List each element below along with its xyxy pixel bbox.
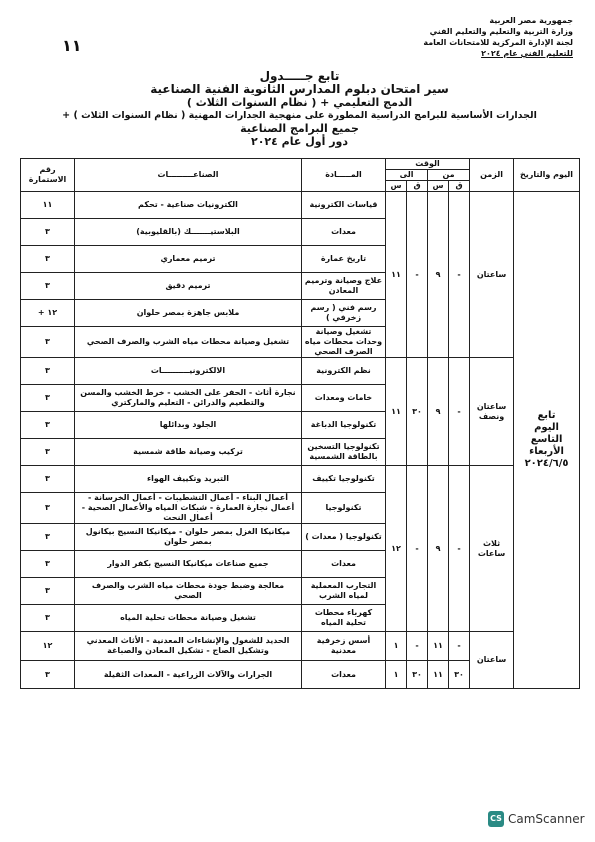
subject-cell: التجارب المعملية لمياه الشرب — [302, 578, 386, 605]
subject-cell: كهرباء محطات تحلية المياه — [302, 605, 386, 632]
subject-cell: تكنولوجيا التسخين بالطاقة الشمسية — [302, 439, 386, 466]
form-cell: ٣ — [21, 358, 75, 385]
header-line-1: جمهورية مصر العربية — [489, 16, 573, 25]
industry-cell: الالكترونيــــــــــات — [75, 358, 302, 385]
industry-cell: التبريد وتكييف الهواء — [75, 466, 302, 493]
from-minute-cell: - — [449, 632, 470, 661]
from-hour-cell: ٩ — [428, 358, 449, 466]
form-cell: ٣ — [21, 412, 75, 439]
industry-cell: ميكانيكا الغزل بمصر حلوان - ميكانيكا النسيج بيكانول بمصر حلوان — [75, 524, 302, 551]
title-line-5: جميع البرامج الصناعية — [240, 122, 359, 135]
col-header-to-hour: س — [386, 181, 407, 192]
form-cell: ٣ — [21, 466, 75, 493]
subject-cell: نظم الكترونية — [302, 358, 386, 385]
col-header-duration: الزمن — [470, 159, 514, 192]
form-cell: ٣ — [21, 327, 75, 358]
subject-cell: تكنولوجيا ( معدات ) — [302, 524, 386, 551]
title-line-6: دور أول عام ٢٠٢٤ — [250, 135, 349, 148]
table-row — [21, 466, 580, 493]
title-block — [20, 70, 579, 148]
title-line-4: + الجدارات الأساسية للبرامج الدراسية المطورة على منهجية الجدارات المهنية ( نظام السنوات الثلاث ) — [62, 110, 537, 121]
industry-cell: الجرارات والآلات الزراعية - المعدات الثقيلة — [75, 661, 302, 689]
table-row — [21, 192, 580, 219]
duration-cell: ساعتان — [470, 632, 514, 689]
from-minute-cell: - — [449, 466, 470, 632]
header-line-2: وزارة التربية والتعليم والتعليم الفني — [429, 27, 573, 36]
to-hour-cell: ١٢ — [386, 466, 407, 632]
title-line-3: ( نظام السنوات الثلاث ) + الدمج التعليمي — [186, 96, 413, 109]
form-cell: ٣ — [21, 439, 75, 466]
from-hour-cell: ١١ — [428, 661, 449, 689]
industry-cell: معالجة وضبط جودة محطات مياه الشرب والصرف الصحي — [75, 578, 302, 605]
subject-cell: تكنولوجيا الدباغة — [302, 412, 386, 439]
duration-cell: ساعتان ونصف — [470, 358, 514, 466]
subject-cell: تكنولوجيا — [302, 493, 386, 524]
industry-cell: ترميم معماري — [75, 246, 302, 273]
col-header-from-minute: ق — [449, 181, 470, 192]
industry-cell: تركيب وصيانة طاقة شمسية — [75, 439, 302, 466]
col-header-day: اليوم والتاريخ — [514, 159, 580, 192]
industry-cell: ملابس جاهزة بمصر حلوان — [75, 300, 302, 327]
subject-cell: رسم فني ( رسم زخرفي ) — [302, 300, 386, 327]
col-header-to-minute: ق — [407, 181, 428, 192]
from-minute-cell: - — [449, 358, 470, 466]
industry-cell: ترميم دقيق — [75, 273, 302, 300]
camscanner-watermark: CamScanner — [508, 812, 585, 826]
form-cell: ٣ — [21, 219, 75, 246]
schedule-table — [20, 158, 580, 689]
title-line-2: سير امتحان دبلوم المدارس الثانوية الفنية الصناعية — [150, 82, 449, 96]
header-block — [373, 15, 573, 59]
col-header-subject: المـــــادة — [302, 159, 386, 192]
col-header-time: الوقت — [386, 159, 470, 170]
col-header-industries: الصناعـــــــــات — [75, 159, 302, 192]
industry-cell: تشغيل وصيانة محطات مياه الشرب والصرف الصحي — [75, 327, 302, 358]
from-hour-cell: ١١ — [428, 632, 449, 661]
form-cell: ٣ — [21, 524, 75, 551]
form-cell: ٣ — [21, 246, 75, 273]
camscanner-logo-icon: CS — [488, 811, 504, 827]
industry-cell: الحديد للشغول والإنشاءات المعدنية - الأثاث المعدني وتشكيل الصاج - تشكيل المعادن والصباغة — [75, 632, 302, 661]
subject-cell: علاج وصيانة وترميم المعادن — [302, 273, 386, 300]
subject-cell: معدات — [302, 661, 386, 689]
to-hour-cell: ١ — [386, 632, 407, 661]
col-header-to: الى — [386, 170, 428, 181]
form-cell: ١١ — [21, 192, 75, 219]
to-minute-cell: - — [407, 632, 428, 661]
industry-cell: البلاستيـــــــك (بالقليوبية) — [75, 219, 302, 246]
from-minute-cell: - — [449, 192, 470, 358]
form-cell: ١٢ — [21, 632, 75, 661]
subject-cell: تشغيل وصيانة وحدات محطات مياه الصرف الصحي — [302, 327, 386, 358]
form-cell: ٣ — [21, 605, 75, 632]
header-line-4: للتعليم الفني عام ٢٠٢٤ — [481, 49, 573, 58]
industry-cell: نجارة أثاث - الحفر على الخشب - خرط الخشب والمسن والتطعيم والدرائن - التعليم والماركتري — [75, 385, 302, 412]
table-row — [21, 632, 580, 661]
form-cell: ٣ — [21, 551, 75, 578]
form-cell: ٣ — [21, 273, 75, 300]
industry-cell: تشغيل وصيانة محطات تحلية المياه — [75, 605, 302, 632]
subject-cell: معدات — [302, 219, 386, 246]
industry-cell: الكترونيات صناعية - تحكم — [75, 192, 302, 219]
industry-cell: الجلود وبدائلها — [75, 412, 302, 439]
to-minute-cell: ٣٠ — [407, 661, 428, 689]
from-hour-cell: ٩ — [428, 466, 449, 632]
subject-cell: قياسات الكترونية — [302, 192, 386, 219]
to-hour-cell: ١١ — [386, 358, 407, 466]
table-row — [21, 358, 580, 385]
form-cell: ٣ — [21, 385, 75, 412]
to-minute-cell: ٣٠ — [407, 358, 428, 466]
form-cell: ١٢ + — [21, 300, 75, 327]
industry-cell: أعمال البناء - أعمال التشطيبات - أعمال الخرسانة - أعمال نجارة العمارة - شبكات المياه والأعمال الصحية - أعمال النحت — [75, 493, 302, 524]
to-minute-cell: - — [407, 466, 428, 632]
industry-cell: جميع صناعات ميكانيكا النسيج بكفر الدوار — [75, 551, 302, 578]
from-hour-cell: ٩ — [428, 192, 449, 358]
page-number: ١١ — [62, 36, 82, 55]
col-header-from: من — [428, 170, 470, 181]
duration-cell: ساعتان — [470, 192, 514, 358]
day-cell: تابع اليوم التاسع الأربعاء ٢٠٢٤/٦/٥ — [514, 192, 580, 689]
form-cell: ٣ — [21, 493, 75, 524]
to-hour-cell: ١١ — [386, 192, 407, 358]
col-header-form: رقم الاستمارة — [21, 159, 75, 192]
subject-cell: معدات — [302, 551, 386, 578]
from-minute-cell: ٣٠ — [449, 661, 470, 689]
form-cell: ٣ — [21, 661, 75, 689]
header-line-3: لجنة الإدارة المركزية للامتحانات العامة — [423, 38, 573, 47]
title-line-1: تابع جـــــدول — [259, 69, 340, 83]
duration-cell: ثلاث ساعات — [470, 466, 514, 632]
to-minute-cell: - — [407, 192, 428, 358]
subject-cell: خامات ومعدات — [302, 385, 386, 412]
to-hour-cell: ١ — [386, 661, 407, 689]
subject-cell: تكنولوجيا تكييف — [302, 466, 386, 493]
subject-cell: تاريخ عمارة — [302, 246, 386, 273]
form-cell: ٣ — [21, 578, 75, 605]
col-header-from-hour: س — [428, 181, 449, 192]
subject-cell: أسس زخرفية معدنية — [302, 632, 386, 661]
